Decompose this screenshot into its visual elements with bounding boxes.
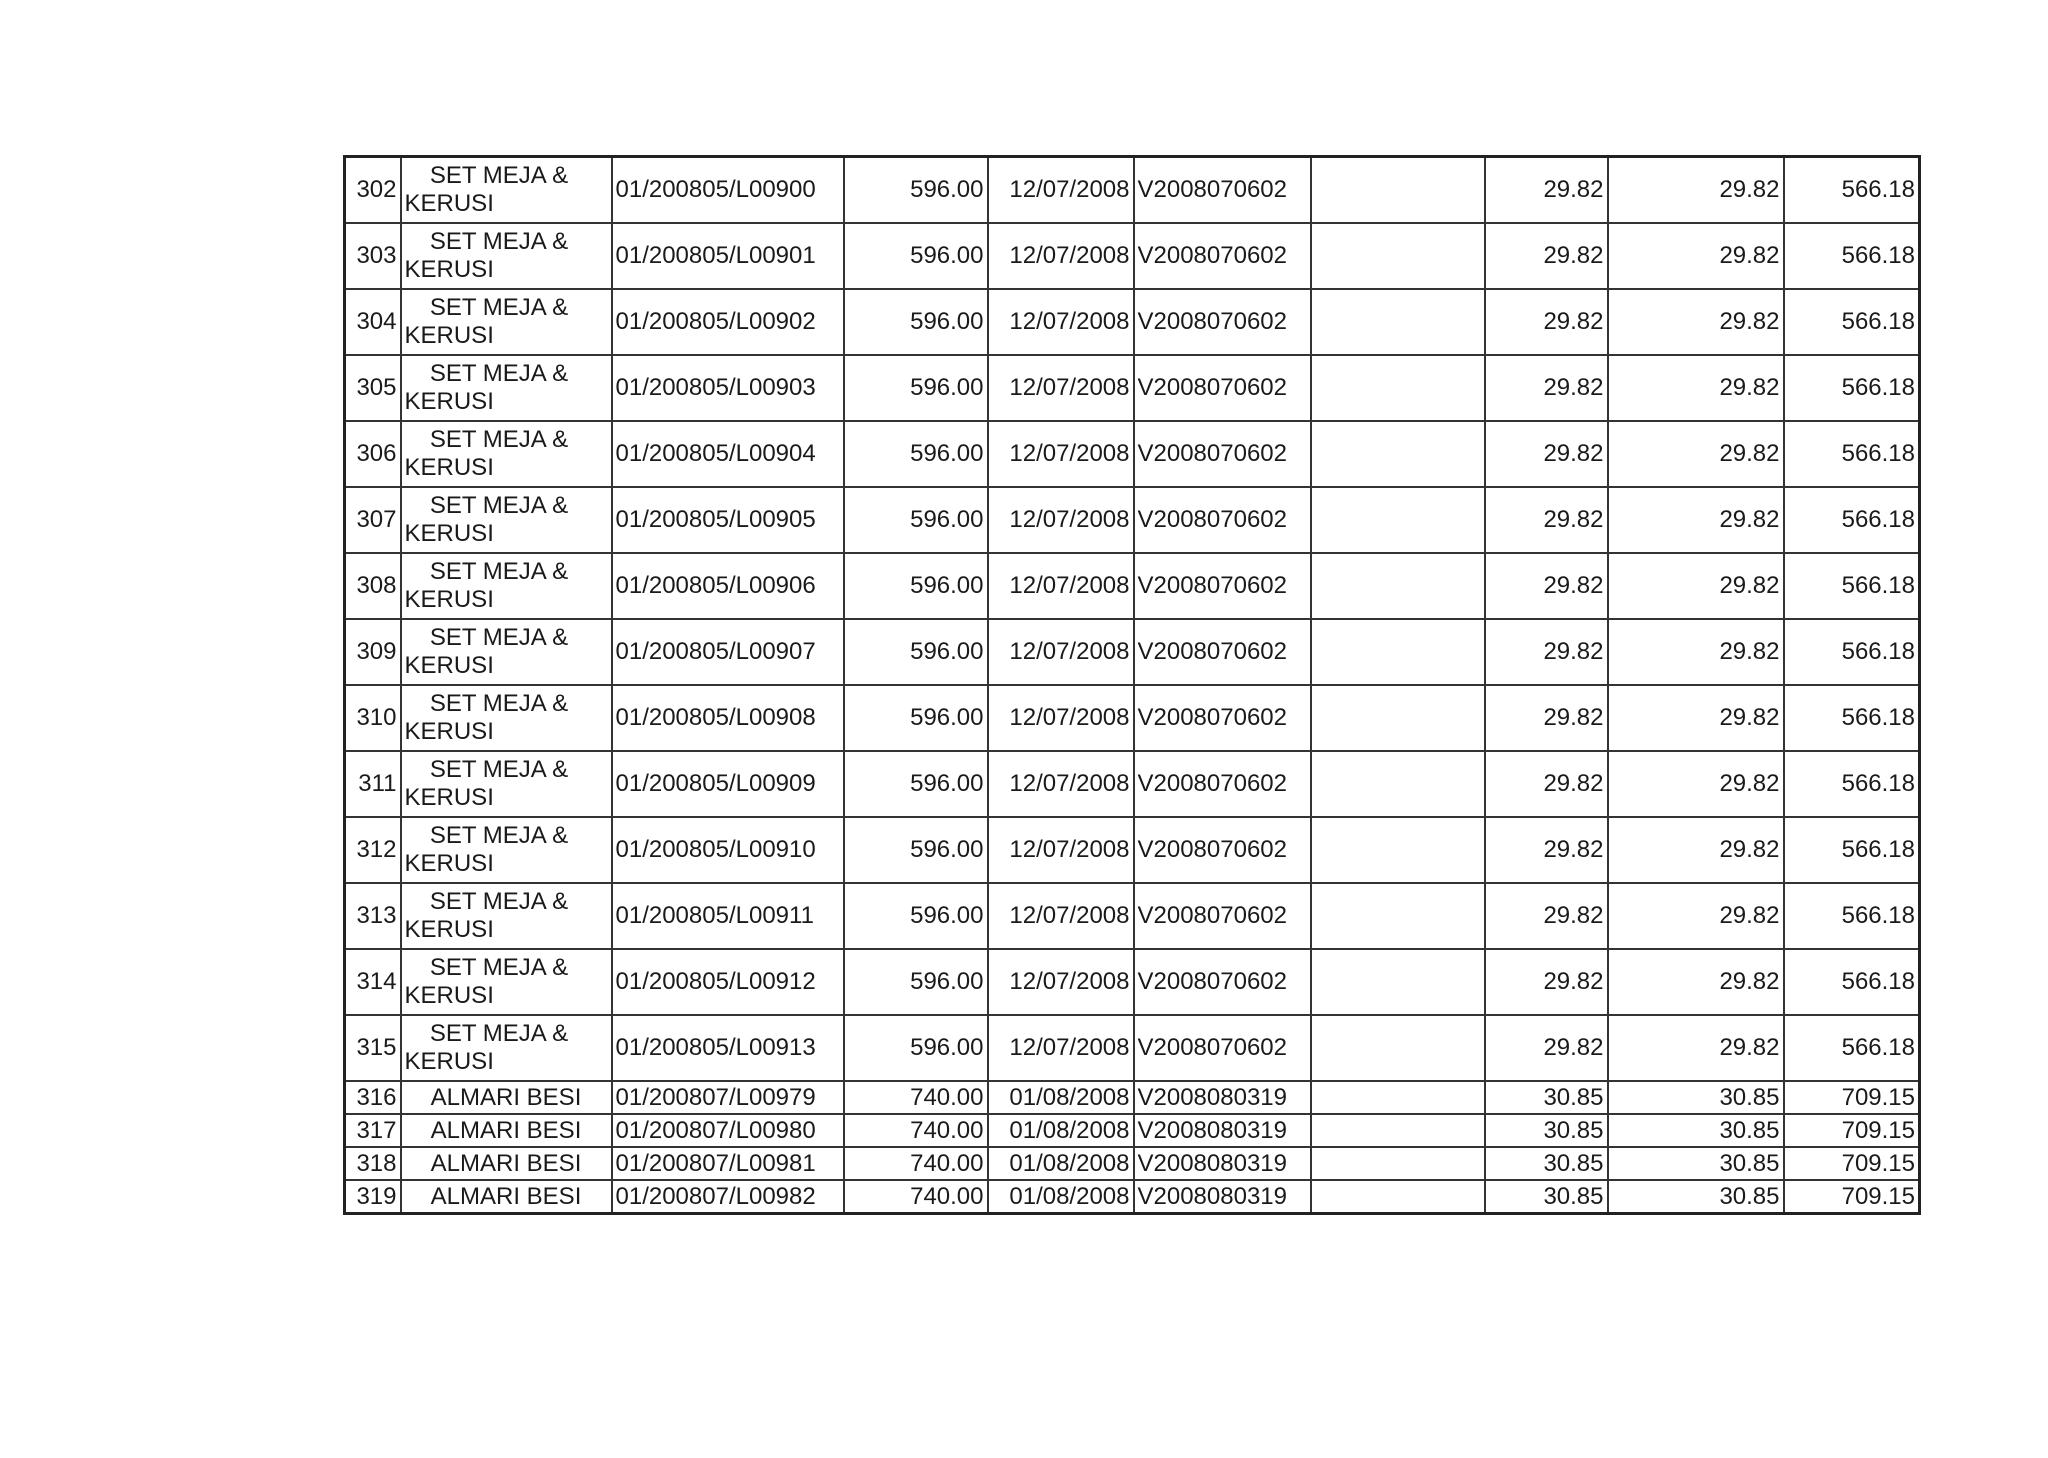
description-line-1: SET MEJA & xyxy=(429,822,569,849)
cost-cell: 596.00 xyxy=(844,1015,988,1081)
table-body xyxy=(345,157,1920,1214)
empty-cell xyxy=(1311,487,1485,553)
date-cell: 01/08/2008 xyxy=(988,1147,1134,1180)
reference-cell: 01/200805/L00913 xyxy=(612,1015,844,1081)
net-value-cell: 566.18 xyxy=(1784,289,1920,355)
date-cell: 12/07/2008 xyxy=(988,553,1134,619)
voucher-cell: V2008070602 xyxy=(1134,619,1311,685)
voucher-cell: V2008080319 xyxy=(1134,1081,1311,1114)
description-cell xyxy=(401,157,612,224)
description-line-2: KERUSI xyxy=(404,784,494,811)
depreciation-cell: 29.82 xyxy=(1485,223,1608,289)
depreciation-cell: 29.82 xyxy=(1485,883,1608,949)
accumulated-depreciation-cell: 29.82 xyxy=(1608,883,1784,949)
description-line-1: SET MEJA & xyxy=(429,426,569,453)
row-number-cell: 318 xyxy=(345,1147,401,1180)
cost-cell: 596.00 xyxy=(844,223,988,289)
voucher-cell: V2008070602 xyxy=(1134,949,1311,1015)
description-text: ALMARI BESI xyxy=(430,1182,582,1210)
description-line-1: SET MEJA & xyxy=(429,1020,569,1047)
date-cell: 12/07/2008 xyxy=(988,355,1134,421)
description-cell xyxy=(401,883,612,949)
voucher-cell: V2008070602 xyxy=(1134,223,1311,289)
reference-cell: 01/200807/L00980 xyxy=(612,1114,844,1147)
description-text: ALMARI BESI xyxy=(430,1116,582,1144)
accumulated-depreciation-cell: 30.85 xyxy=(1608,1114,1784,1147)
depreciation-cell: 29.82 xyxy=(1485,487,1608,553)
depreciation-cell: 29.82 xyxy=(1485,685,1608,751)
accumulated-depreciation-cell: 30.85 xyxy=(1608,1180,1784,1214)
depreciation-cell: 29.82 xyxy=(1485,157,1608,224)
description-line-1: SET MEJA & xyxy=(429,954,569,981)
date-cell: 01/08/2008 xyxy=(988,1081,1134,1114)
table-row xyxy=(345,355,1920,421)
row-number-cell: 311 xyxy=(345,751,401,817)
row-number-cell: 307 xyxy=(345,487,401,553)
table-row xyxy=(345,751,1920,817)
net-value-cell: 566.18 xyxy=(1784,223,1920,289)
empty-cell xyxy=(1311,883,1485,949)
reference-cell: 01/200805/L00903 xyxy=(612,355,844,421)
depreciation-cell: 29.82 xyxy=(1485,1015,1608,1081)
accumulated-depreciation-cell: 29.82 xyxy=(1608,949,1784,1015)
cost-cell: 596.00 xyxy=(844,817,988,883)
depreciation-cell: 30.85 xyxy=(1485,1114,1608,1147)
cost-cell: 740.00 xyxy=(844,1081,988,1114)
row-number-cell: 316 xyxy=(345,1081,401,1114)
reference-cell: 01/200807/L00982 xyxy=(612,1180,844,1214)
accumulated-depreciation-cell: 30.85 xyxy=(1608,1081,1784,1114)
empty-cell xyxy=(1311,223,1485,289)
row-number-cell: 314 xyxy=(345,949,401,1015)
description-cell xyxy=(401,751,612,817)
date-cell: 12/07/2008 xyxy=(988,289,1134,355)
empty-cell xyxy=(1311,1081,1485,1114)
description-line-1: SET MEJA & xyxy=(429,228,569,255)
description-text: ALMARI BESI xyxy=(430,1083,582,1111)
empty-cell xyxy=(1311,751,1485,817)
reference-cell: 01/200805/L00909 xyxy=(612,751,844,817)
description-text: ALMARI BESI xyxy=(430,1149,582,1177)
net-value-cell: 566.18 xyxy=(1784,817,1920,883)
row-number-cell: 312 xyxy=(345,817,401,883)
cost-cell: 596.00 xyxy=(844,553,988,619)
description-line-1: SET MEJA & xyxy=(429,492,569,519)
net-value-cell: 566.18 xyxy=(1784,553,1920,619)
description-cell xyxy=(401,1147,612,1180)
row-number-cell: 313 xyxy=(345,883,401,949)
description-line-1: SET MEJA & xyxy=(429,624,569,651)
row-number-cell: 303 xyxy=(345,223,401,289)
date-cell: 12/07/2008 xyxy=(988,949,1134,1015)
net-value-cell: 709.15 xyxy=(1784,1114,1920,1147)
depreciation-cell: 29.82 xyxy=(1485,421,1608,487)
description-cell xyxy=(401,1180,612,1214)
depreciation-cell: 30.85 xyxy=(1485,1081,1608,1114)
net-value-cell: 566.18 xyxy=(1784,949,1920,1015)
table-row xyxy=(345,1180,1920,1214)
net-value-cell: 566.18 xyxy=(1784,751,1920,817)
description-line-2: KERUSI xyxy=(404,718,494,745)
accumulated-depreciation-cell: 29.82 xyxy=(1608,421,1784,487)
empty-cell xyxy=(1311,553,1485,619)
description-line-2: KERUSI xyxy=(404,850,494,877)
table-row xyxy=(345,619,1920,685)
depreciation-cell: 29.82 xyxy=(1485,817,1608,883)
description-cell xyxy=(401,355,612,421)
reference-cell: 01/200805/L00901 xyxy=(612,223,844,289)
cost-cell: 740.00 xyxy=(844,1114,988,1147)
description-cell xyxy=(401,289,612,355)
table-row xyxy=(345,157,1920,224)
date-cell: 12/07/2008 xyxy=(988,883,1134,949)
table-row xyxy=(345,487,1920,553)
table-row xyxy=(345,685,1920,751)
depreciation-cell: 29.82 xyxy=(1485,949,1608,1015)
row-number-cell: 308 xyxy=(345,553,401,619)
empty-cell xyxy=(1311,1180,1485,1214)
empty-cell xyxy=(1311,289,1485,355)
description-cell xyxy=(401,619,612,685)
voucher-cell: V2008080319 xyxy=(1134,1180,1311,1214)
description-line-1: SET MEJA & xyxy=(429,162,569,189)
cost-cell: 596.00 xyxy=(844,883,988,949)
date-cell: 12/07/2008 xyxy=(988,619,1134,685)
empty-cell xyxy=(1311,685,1485,751)
date-cell: 12/07/2008 xyxy=(988,817,1134,883)
accumulated-depreciation-cell: 29.82 xyxy=(1608,289,1784,355)
voucher-cell: V2008070602 xyxy=(1134,289,1311,355)
accumulated-depreciation-cell: 29.82 xyxy=(1608,685,1784,751)
table-row xyxy=(345,553,1920,619)
accumulated-depreciation-cell: 29.82 xyxy=(1608,751,1784,817)
description-line-1: SET MEJA & xyxy=(429,360,569,387)
reference-cell: 01/200805/L00912 xyxy=(612,949,844,1015)
table-row xyxy=(345,883,1920,949)
date-cell: 12/07/2008 xyxy=(988,421,1134,487)
voucher-cell: V2008070602 xyxy=(1134,157,1311,224)
description-line-2: KERUSI xyxy=(404,190,494,217)
description-cell xyxy=(401,1114,612,1147)
description-line-1: SET MEJA & xyxy=(429,294,569,321)
depreciation-cell: 29.82 xyxy=(1485,289,1608,355)
row-number-cell: 304 xyxy=(345,289,401,355)
description-cell xyxy=(401,949,612,1015)
accumulated-depreciation-cell: 29.82 xyxy=(1608,817,1784,883)
row-number-cell: 306 xyxy=(345,421,401,487)
description-cell xyxy=(401,1081,612,1114)
table-row xyxy=(345,1114,1920,1147)
net-value-cell: 709.15 xyxy=(1784,1081,1920,1114)
cost-cell: 596.00 xyxy=(844,751,988,817)
depreciation-cell: 29.82 xyxy=(1485,619,1608,685)
cost-cell: 596.00 xyxy=(844,421,988,487)
empty-cell xyxy=(1311,157,1485,224)
net-value-cell: 566.18 xyxy=(1784,685,1920,751)
empty-cell xyxy=(1311,1015,1485,1081)
cost-cell: 596.00 xyxy=(844,619,988,685)
table-row xyxy=(345,1015,1920,1081)
accumulated-depreciation-cell: 29.82 xyxy=(1608,223,1784,289)
description-line-2: KERUSI xyxy=(404,322,494,349)
accumulated-depreciation-cell: 29.82 xyxy=(1608,487,1784,553)
accumulated-depreciation-cell: 29.82 xyxy=(1608,619,1784,685)
depreciation-cell: 29.82 xyxy=(1485,553,1608,619)
depreciation-cell: 29.82 xyxy=(1485,751,1608,817)
description-cell xyxy=(401,487,612,553)
accumulated-depreciation-cell: 30.85 xyxy=(1608,1147,1784,1180)
empty-cell xyxy=(1311,1114,1485,1147)
empty-cell xyxy=(1311,1147,1485,1180)
description-cell xyxy=(401,685,612,751)
description-line-1: SET MEJA & xyxy=(429,558,569,585)
voucher-cell: V2008070602 xyxy=(1134,421,1311,487)
asset-table xyxy=(343,155,1921,1215)
description-line-2: KERUSI xyxy=(404,586,494,613)
cost-cell: 596.00 xyxy=(844,157,988,224)
description-line-2: KERUSI xyxy=(404,454,494,481)
cost-cell: 740.00 xyxy=(844,1147,988,1180)
date-cell: 01/08/2008 xyxy=(988,1180,1134,1214)
reference-cell: 01/200805/L00910 xyxy=(612,817,844,883)
row-number-cell: 302 xyxy=(345,157,401,224)
reference-cell: 01/200805/L00906 xyxy=(612,553,844,619)
voucher-cell: V2008070602 xyxy=(1134,1015,1311,1081)
reference-cell: 01/200805/L00900 xyxy=(612,157,844,224)
description-line-2: KERUSI xyxy=(404,388,494,415)
cost-cell: 596.00 xyxy=(844,355,988,421)
row-number-cell: 319 xyxy=(345,1180,401,1214)
empty-cell xyxy=(1311,355,1485,421)
row-number-cell: 309 xyxy=(345,619,401,685)
table-row xyxy=(345,1147,1920,1180)
reference-cell: 01/200807/L00981 xyxy=(612,1147,844,1180)
net-value-cell: 566.18 xyxy=(1784,1015,1920,1081)
row-number-cell: 310 xyxy=(345,685,401,751)
cost-cell: 596.00 xyxy=(844,289,988,355)
depreciation-cell: 29.82 xyxy=(1485,355,1608,421)
description-cell xyxy=(401,553,612,619)
empty-cell xyxy=(1311,949,1485,1015)
voucher-cell: V2008070602 xyxy=(1134,883,1311,949)
voucher-cell: V2008070602 xyxy=(1134,817,1311,883)
table-row xyxy=(345,223,1920,289)
cost-cell: 596.00 xyxy=(844,949,988,1015)
voucher-cell: V2008080319 xyxy=(1134,1147,1311,1180)
description-cell xyxy=(401,223,612,289)
row-number-cell: 315 xyxy=(345,1015,401,1081)
accumulated-depreciation-cell: 29.82 xyxy=(1608,355,1784,421)
table-row xyxy=(345,289,1920,355)
reference-cell: 01/200805/L00904 xyxy=(612,421,844,487)
date-cell: 12/07/2008 xyxy=(988,157,1134,224)
net-value-cell: 709.15 xyxy=(1784,1147,1920,1180)
row-number-cell: 305 xyxy=(345,355,401,421)
date-cell: 12/07/2008 xyxy=(988,487,1134,553)
description-line-2: KERUSI xyxy=(404,1048,494,1075)
date-cell: 12/07/2008 xyxy=(988,223,1134,289)
net-value-cell: 566.18 xyxy=(1784,487,1920,553)
date-cell: 12/07/2008 xyxy=(988,751,1134,817)
net-value-cell: 566.18 xyxy=(1784,619,1920,685)
voucher-cell: V2008070602 xyxy=(1134,553,1311,619)
net-value-cell: 709.15 xyxy=(1784,1180,1920,1214)
reference-cell: 01/200805/L00908 xyxy=(612,685,844,751)
table-row xyxy=(345,1081,1920,1114)
empty-cell xyxy=(1311,421,1485,487)
table-row xyxy=(345,817,1920,883)
cost-cell: 596.00 xyxy=(844,685,988,751)
description-line-1: SET MEJA & xyxy=(429,756,569,783)
voucher-cell: V2008070602 xyxy=(1134,487,1311,553)
accumulated-depreciation-cell: 29.82 xyxy=(1608,1015,1784,1081)
voucher-cell: V2008070602 xyxy=(1134,751,1311,817)
description-line-2: KERUSI xyxy=(404,520,494,547)
net-value-cell: 566.18 xyxy=(1784,883,1920,949)
accumulated-depreciation-cell: 29.82 xyxy=(1608,553,1784,619)
description-cell xyxy=(401,421,612,487)
table-row xyxy=(345,421,1920,487)
date-cell: 12/07/2008 xyxy=(988,1015,1134,1081)
reference-cell: 01/200805/L00911 xyxy=(612,883,844,949)
reference-cell: 01/200805/L00902 xyxy=(612,289,844,355)
depreciation-cell: 30.85 xyxy=(1485,1180,1608,1214)
reference-cell: 01/200805/L00905 xyxy=(612,487,844,553)
voucher-cell: V2008070602 xyxy=(1134,355,1311,421)
description-line-2: KERUSI xyxy=(404,916,494,943)
net-value-cell: 566.18 xyxy=(1784,421,1920,487)
net-value-cell: 566.18 xyxy=(1784,157,1920,224)
description-line-1: SET MEJA & xyxy=(429,690,569,717)
empty-cell xyxy=(1311,817,1485,883)
description-line-2: KERUSI xyxy=(404,256,494,283)
description-line-2: KERUSI xyxy=(404,982,494,1009)
reference-cell: 01/200807/L00979 xyxy=(612,1081,844,1114)
accumulated-depreciation-cell: 29.82 xyxy=(1608,157,1784,224)
description-cell xyxy=(401,817,612,883)
cost-cell: 740.00 xyxy=(844,1180,988,1214)
description-line-1: SET MEJA & xyxy=(429,888,569,915)
depreciation-cell: 30.85 xyxy=(1485,1147,1608,1180)
description-cell xyxy=(401,1015,612,1081)
row-number-cell: 317 xyxy=(345,1114,401,1147)
voucher-cell: V2008080319 xyxy=(1134,1114,1311,1147)
cost-cell: 596.00 xyxy=(844,487,988,553)
date-cell: 01/08/2008 xyxy=(988,1114,1134,1147)
description-line-2: KERUSI xyxy=(404,652,494,679)
voucher-cell: V2008070602 xyxy=(1134,685,1311,751)
empty-cell xyxy=(1311,619,1485,685)
date-cell: 12/07/2008 xyxy=(988,685,1134,751)
net-value-cell: 566.18 xyxy=(1784,355,1920,421)
table-row xyxy=(345,949,1920,1015)
reference-cell: 01/200805/L00907 xyxy=(612,619,844,685)
